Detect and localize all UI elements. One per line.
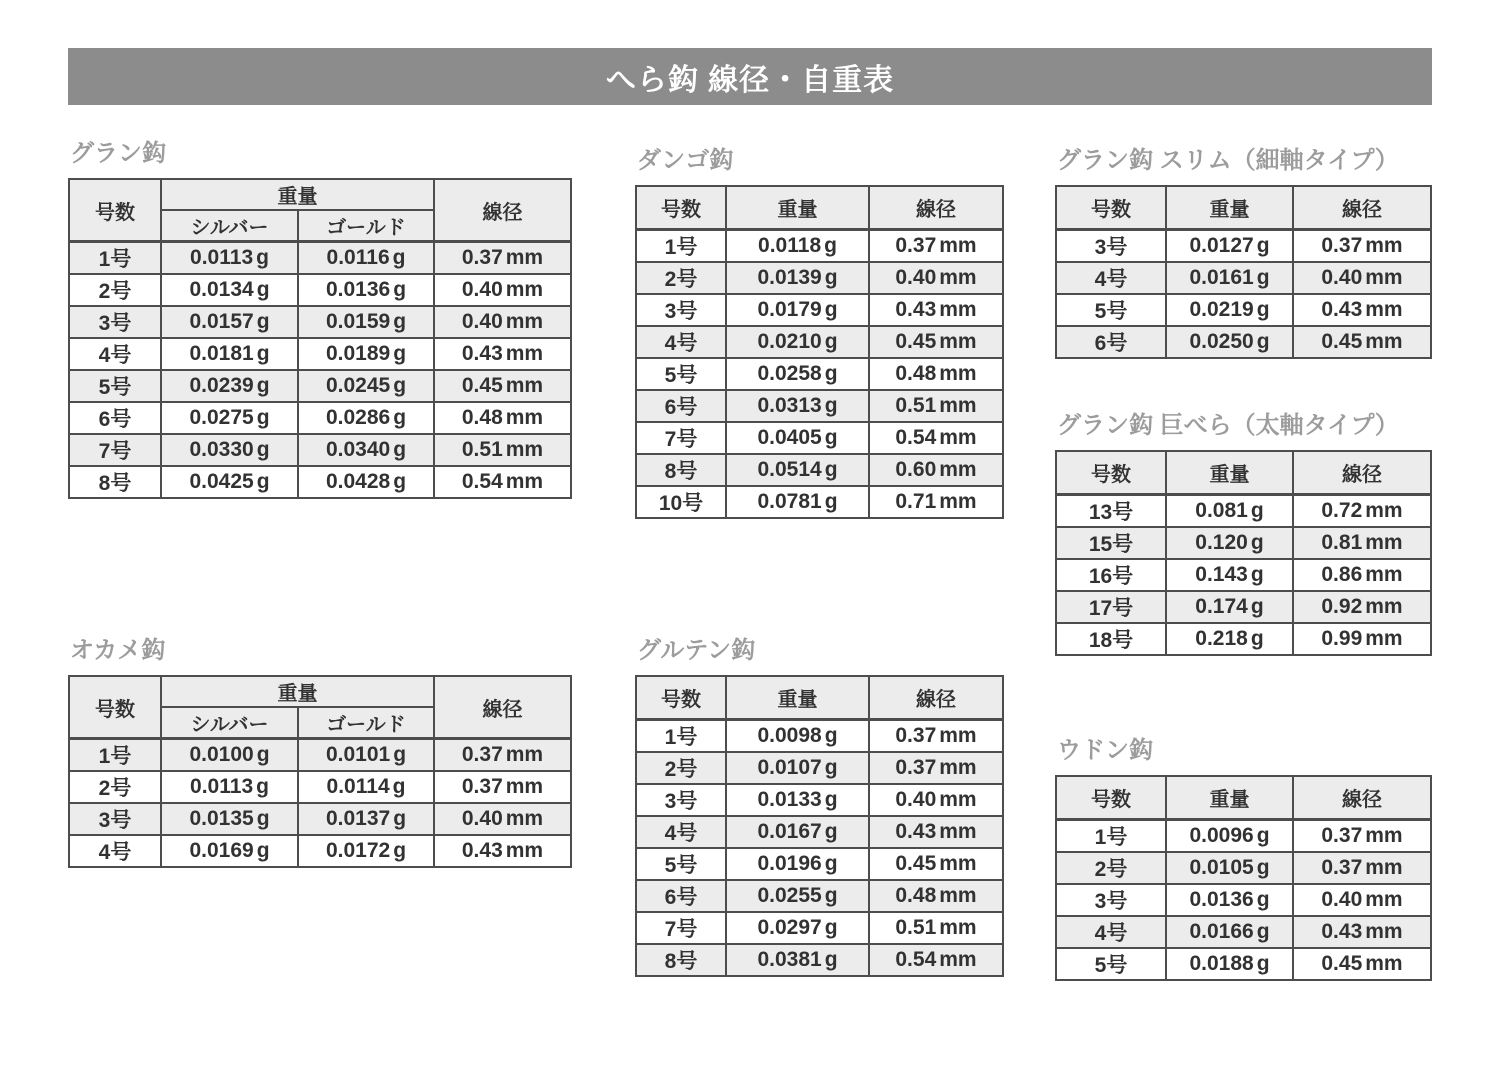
table-cell: 0.0101 g [298,739,434,772]
table-cell: 1号 [69,242,161,275]
table-cell: 0.72 mm [1293,495,1431,528]
table-row [69,402,571,434]
table-cell: 0.51 mm [434,434,571,466]
okame-hook-table [68,675,572,868]
table-cell: 0.0275 g [161,402,298,434]
table-cell: 3号 [636,294,726,326]
column-header: 線径 [869,186,1003,230]
column-header: シルバー [161,707,298,739]
table-cell: 0.0245 g [298,370,434,402]
column-header: 号数 [1056,776,1166,820]
column-header: 重量 [161,179,434,210]
table-cell: 0.43 mm [434,338,571,370]
section-title: グルテン鈎 [637,637,756,664]
gran-kyohera-hook-section [1055,412,1430,656]
table-cell: 0.0189 g [298,338,434,370]
table-row [1056,559,1431,591]
table-cell: 0.71 mm [869,486,1003,518]
table-cell: 0.40 mm [869,784,1003,816]
table-cell: 3号 [69,803,161,835]
table-cell: 0.0161 g [1166,262,1293,294]
column-header: 重量 [1166,776,1293,820]
table-row [636,784,1003,816]
table-cell: 0.0258 g [726,358,869,390]
column-header: 線径 [1293,186,1431,230]
table-cell: 5号 [1056,948,1166,980]
table-cell: 0.43 mm [434,835,571,867]
table-cell: 5号 [69,370,161,402]
table-row [636,816,1003,848]
table-cell: 8号 [69,466,161,498]
table-cell: 0.51 mm [869,390,1003,422]
table-cell: 0.0239 g [161,370,298,402]
column-header: 重量 [726,676,869,720]
column-header: ゴールド [298,707,434,739]
table-row [636,358,1003,390]
table-row [1056,623,1431,655]
page-title: へら鈎 線径・自重表 [605,63,895,97]
table-row [1056,527,1431,559]
table-cell: 7号 [636,912,726,944]
table-cell: 5号 [1056,294,1166,326]
table-row [1056,884,1431,916]
table-row [636,848,1003,880]
table-row [636,294,1003,326]
table-cell: 0.0425 g [161,466,298,498]
table-cell: 4号 [1056,916,1166,948]
table-cell: 3号 [1056,884,1166,916]
table-row [1056,495,1431,528]
table-cell: 17号 [1056,591,1166,623]
table-row [1056,294,1431,326]
table-cell: 8号 [636,944,726,976]
table-cell: 0.0105 g [1166,852,1293,884]
table-cell: 0.0136 g [1166,884,1293,916]
section-title: ダンゴ鈎 [637,147,734,174]
section-title: グラン鈎 [70,140,166,167]
table-cell: 0.0381 g [726,944,869,976]
gran-hook-section [68,140,570,499]
table-row [636,720,1003,753]
table-row [636,486,1003,518]
table-cell: 0.0428 g [298,466,434,498]
table-cell: 0.60 mm [869,454,1003,486]
column-header: 重量 [726,186,869,230]
table-cell: 0.0167 g [726,816,869,848]
table-cell: 8号 [636,454,726,486]
column-header: 号数 [1056,186,1166,230]
udon-hook-table [1055,775,1432,981]
table-row [69,274,571,306]
table-cell: 0.81 mm [1293,527,1431,559]
table-row [69,739,571,772]
table-cell: 0.0286 g [298,402,434,434]
table-cell: 0.40 mm [1293,884,1431,916]
table-cell: 1号 [1056,820,1166,853]
table-cell: 7号 [636,422,726,454]
table-row [69,306,571,338]
table-cell: 2号 [69,274,161,306]
table-cell: 0.40 mm [434,306,571,338]
table-row [636,752,1003,784]
okame-hook-section [68,637,570,868]
table-row [1056,262,1431,294]
column-header: 重量 [1166,186,1293,230]
table-row [1056,591,1431,623]
section-title: グラン鈎 スリム（細軸タイプ） [1057,147,1399,174]
gran-hook-table [68,178,572,499]
table-cell: 0.0096 g [1166,820,1293,853]
column-header: 重量 [161,676,434,707]
column-header: 号数 [69,179,161,242]
table-cell: 0.37 mm [434,771,571,803]
table-row [69,370,571,402]
table-cell: 0.0098 g [726,720,869,753]
table-cell: 0.45 mm [1293,326,1431,358]
table-row [1056,948,1431,980]
table-cell: 0.37 mm [434,739,571,772]
table-cell: 1号 [69,739,161,772]
table-cell: 0.081 g [1166,495,1293,528]
table-cell: 2号 [69,771,161,803]
table-cell: 0.45 mm [1293,948,1431,980]
table-cell: 0.0157 g [161,306,298,338]
table-cell: 0.45 mm [434,370,571,402]
table-row [1056,820,1431,853]
table-cell: 0.0514 g [726,454,869,486]
table-cell: 4号 [636,816,726,848]
table-cell: 0.99 mm [1293,623,1431,655]
table-cell: 0.0133 g [726,784,869,816]
table-cell: 0.45 mm [869,326,1003,358]
table-cell: 0.37 mm [869,720,1003,753]
table-cell: 6号 [69,402,161,434]
table-row [1056,916,1431,948]
table-cell: 0.45 mm [869,848,1003,880]
table-row [636,422,1003,454]
table-cell: 0.174 g [1166,591,1293,623]
table-cell: 0.40 mm [434,803,571,835]
table-row [636,944,1003,976]
table-cell: 0.0210 g [726,326,869,358]
table-cell: 0.43 mm [869,816,1003,848]
table-cell: 0.0169 g [161,835,298,867]
column-header: 号数 [636,676,726,720]
gluten-hook-section [635,637,1002,977]
table-cell: 3号 [636,784,726,816]
table-cell: 0.40 mm [869,262,1003,294]
table-cell: 0.0137 g [298,803,434,835]
table-cell: 0.0781 g [726,486,869,518]
table-cell: 0.51 mm [869,912,1003,944]
table-cell: 0.37 mm [1293,230,1431,263]
table-row [69,242,571,275]
table-cell: 0.48 mm [869,880,1003,912]
page-title-bar [68,48,1432,105]
table-cell: 0.120 g [1166,527,1293,559]
table-cell: 0.37 mm [434,242,571,275]
table-cell: 3号 [1056,230,1166,263]
table-cell: 0.48 mm [434,402,571,434]
table-cell: 0.0116 g [298,242,434,275]
table-cell: 2号 [636,262,726,294]
table-cell: 1号 [636,720,726,753]
table-cell: 4号 [69,338,161,370]
table-cell: 0.0340 g [298,434,434,466]
table-cell: 0.0250 g [1166,326,1293,358]
table-cell: 0.54 mm [869,422,1003,454]
table-cell: 0.0181 g [161,338,298,370]
table-cell: 0.43 mm [1293,916,1431,948]
table-cell: 0.0405 g [726,422,869,454]
column-header: 線径 [869,676,1003,720]
column-header: 線径 [1293,451,1431,495]
table-cell: 0.48 mm [869,358,1003,390]
table-row [69,466,571,498]
table-cell: 2号 [636,752,726,784]
table-row [1056,326,1431,358]
table-cell: 0.0188 g [1166,948,1293,980]
udon-hook-section [1055,737,1430,981]
table-cell: 0.0330 g [161,434,298,466]
table-row [69,771,571,803]
table-row [69,835,571,867]
gran-slim-hook-section [1055,147,1430,359]
column-header: 線径 [434,179,571,242]
table-cell: 0.0136 g [298,274,434,306]
table-cell: 0.37 mm [1293,820,1431,853]
table-cell: 0.0113 g [161,242,298,275]
table-cell: 5号 [636,358,726,390]
table-cell: 1号 [636,230,726,263]
gluten-hook-table [635,675,1004,977]
table-cell: 0.0297 g [726,912,869,944]
table-cell: 5号 [636,848,726,880]
table-row [69,434,571,466]
table-cell: 10号 [636,486,726,518]
table-row [636,230,1003,263]
table-cell: 0.43 mm [869,294,1003,326]
table-row [636,326,1003,358]
section-title: ウドン鈎 [1057,737,1153,764]
table-cell: 6号 [636,390,726,422]
table-row [1056,852,1431,884]
column-header: シルバー [161,210,298,242]
table-cell: 0.0134 g [161,274,298,306]
table-cell: 0.143 g [1166,559,1293,591]
column-header: 線径 [1293,776,1431,820]
column-header: 号数 [1056,451,1166,495]
table-cell: 0.218 g [1166,623,1293,655]
table-cell: 0.54 mm [869,944,1003,976]
table-cell: 0.37 mm [869,230,1003,263]
table-row [636,912,1003,944]
table-row [69,803,571,835]
dango-hook-table [635,185,1004,519]
table-cell: 4号 [636,326,726,358]
column-header: ゴールド [298,210,434,242]
table-row [636,880,1003,912]
table-row [636,454,1003,486]
table-row [636,390,1003,422]
table-cell: 0.0219 g [1166,294,1293,326]
table-cell: 4号 [69,835,161,867]
table-cell: 7号 [69,434,161,466]
table-cell: 2号 [1056,852,1166,884]
table-cell: 0.0113 g [161,771,298,803]
column-header: 号数 [636,186,726,230]
table-cell: 0.0159 g [298,306,434,338]
table-cell: 0.0172 g [298,835,434,867]
table-cell: 4号 [1056,262,1166,294]
table-cell: 15号 [1056,527,1166,559]
table-row [69,338,571,370]
table-cell: 6号 [636,880,726,912]
table-cell: 0.92 mm [1293,591,1431,623]
table-cell: 0.37 mm [1293,852,1431,884]
dango-hook-section [635,147,1002,519]
table-cell: 0.0127 g [1166,230,1293,263]
table-cell: 0.40 mm [1293,262,1431,294]
section-title: オカメ鈎 [70,637,166,664]
table-cell: 0.37 mm [869,752,1003,784]
table-cell: 0.0313 g [726,390,869,422]
table-cell: 0.0107 g [726,752,869,784]
table-cell: 0.0196 g [726,848,869,880]
table-cell: 0.43 mm [1293,294,1431,326]
table-row [636,262,1003,294]
gran-slim-hook-table [1055,185,1432,359]
table-cell: 18号 [1056,623,1166,655]
table-cell: 0.0139 g [726,262,869,294]
table-cell: 0.0179 g [726,294,869,326]
section-title: グラン鈎 巨べら（太軸タイプ） [1057,412,1399,439]
table-cell: 16号 [1056,559,1166,591]
table-cell: 0.0135 g [161,803,298,835]
table-cell: 6号 [1056,326,1166,358]
column-header: 号数 [69,676,161,739]
table-cell: 0.54 mm [434,466,571,498]
table-cell: 3号 [69,306,161,338]
table-cell: 0.0118 g [726,230,869,263]
table-row [1056,230,1431,263]
table-cell: 0.86 mm [1293,559,1431,591]
table-cell: 0.0100 g [161,739,298,772]
column-header: 重量 [1166,451,1293,495]
column-header: 線径 [434,676,571,739]
table-cell: 0.0255 g [726,880,869,912]
table-cell: 0.0114 g [298,771,434,803]
table-cell: 0.0166 g [1166,916,1293,948]
table-cell: 0.40 mm [434,274,571,306]
gran-kyohera-hook-table [1055,450,1432,656]
table-cell: 13号 [1056,495,1166,528]
